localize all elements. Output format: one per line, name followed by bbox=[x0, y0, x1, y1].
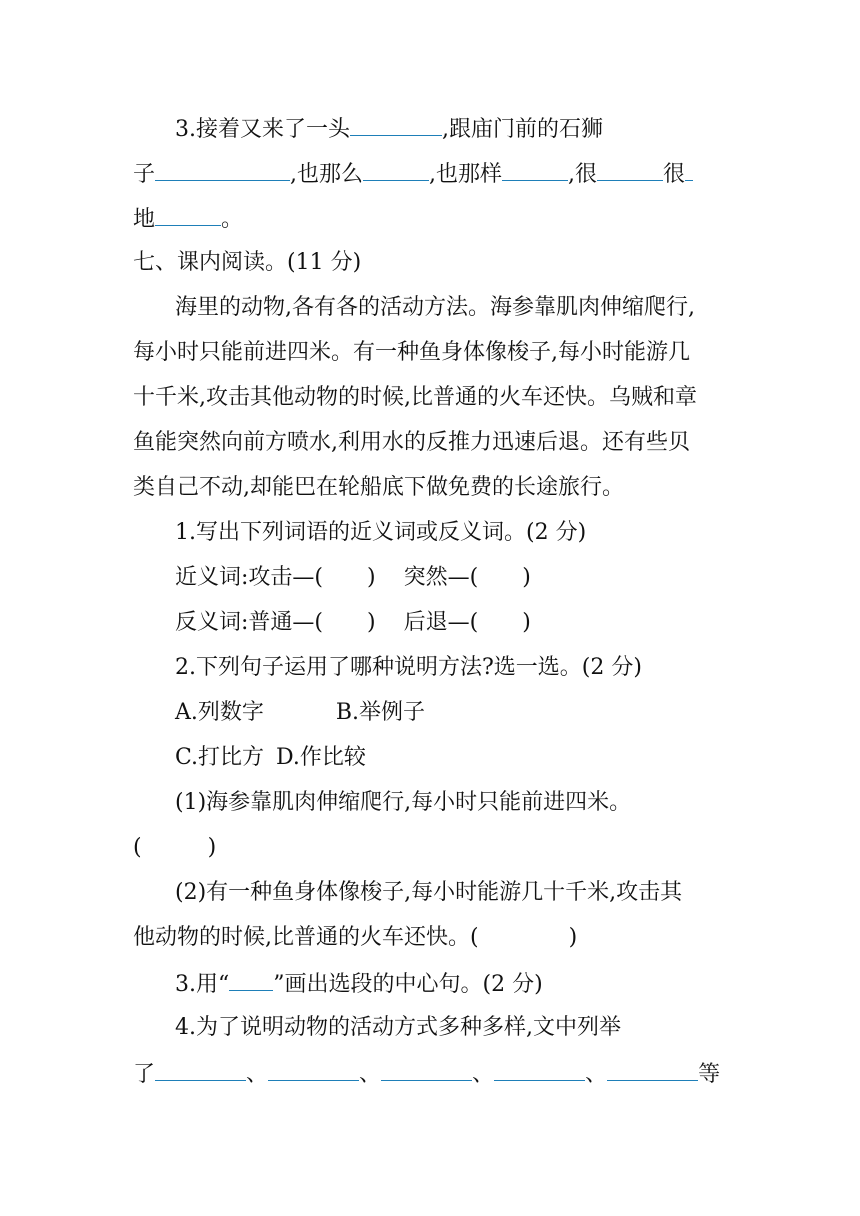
antonym-label: 反义词:普通—( bbox=[175, 610, 323, 635]
blank[interactable] bbox=[607, 1058, 698, 1081]
question-3-suffix: ”画出选段的中心句。(2 分) bbox=[273, 972, 543, 997]
q4-text: 等 bbox=[698, 1062, 721, 1087]
antonym-word-2: 后退—( bbox=[403, 610, 479, 635]
options-row-1 bbox=[175, 698, 425, 728]
question-4-line-1: 4.为了说明动物的活动方式多种多样,文中列举 bbox=[175, 1015, 621, 1040]
sentence-2-line-2 bbox=[133, 923, 577, 953]
question-3 bbox=[175, 968, 543, 1000]
option-b: B.举例子 bbox=[335, 700, 426, 725]
question-2-title: 2.下列句子运用了哪种说明方法?选一选。(2 分) bbox=[175, 655, 642, 680]
blank[interactable] bbox=[494, 1058, 585, 1081]
separator: 、 bbox=[472, 1062, 495, 1087]
paren-close: ) bbox=[568, 925, 578, 950]
option-a: A.列数字 bbox=[175, 700, 264, 725]
underline-sample bbox=[229, 968, 273, 991]
paren-close: ) bbox=[207, 835, 217, 860]
blank[interactable] bbox=[597, 158, 663, 181]
option-c: C.打比方 bbox=[175, 745, 265, 770]
paren-close: ) bbox=[522, 610, 531, 635]
passage-line: 类自己不动,却能巴在轮船底下做免费的长途旅行。 bbox=[133, 475, 624, 500]
q3-text: 3.接着又来了一头 bbox=[175, 117, 350, 142]
q3-text: 地 bbox=[133, 207, 156, 232]
passage-line: 每小时只能前进四米。有一种鱼身体像梭子,每小时能游几 bbox=[133, 340, 690, 365]
blank[interactable] bbox=[155, 158, 290, 181]
separator: 、 bbox=[585, 1062, 608, 1087]
paren-open: ( bbox=[133, 835, 142, 860]
q3-text: ,也那样 bbox=[429, 162, 503, 187]
question-4-line-2 bbox=[133, 1058, 720, 1090]
option-d: D.作比较 bbox=[276, 745, 366, 770]
synonym-label: 近义词:攻击—( bbox=[175, 565, 323, 590]
sentence-2-text: 他动物的时候,比普通的火车还快。( bbox=[133, 925, 479, 950]
synonym-row bbox=[175, 563, 531, 593]
sentence-1: (1)海参靠肌肉伸缩爬行,每小时只能前进四米。 bbox=[175, 790, 632, 815]
q3-line-2 bbox=[133, 158, 693, 190]
question-1-title: 1.写出下列词语的近义词或反义词。(2 分) bbox=[175, 520, 587, 545]
q3-text: 子 bbox=[133, 162, 156, 187]
blank[interactable] bbox=[502, 158, 568, 181]
q3-line-1 bbox=[175, 113, 603, 145]
q3-text: ,跟庙门前的石狮 bbox=[442, 117, 603, 142]
antonym-row bbox=[175, 608, 531, 638]
blank[interactable] bbox=[363, 158, 429, 181]
paren-close: ) bbox=[367, 565, 376, 590]
q3-text: 很 bbox=[663, 162, 686, 187]
blank[interactable] bbox=[155, 203, 221, 226]
question-3-prefix: 3.用“ bbox=[175, 972, 230, 997]
sentence-2-line-1: (2)有一种鱼身体像梭子,每小时能游几十千米,攻击其 bbox=[175, 880, 683, 905]
sentence-1-answer bbox=[133, 833, 216, 863]
blank[interactable] bbox=[685, 158, 693, 181]
options-row-2 bbox=[175, 743, 366, 773]
passage-line: 十千米,攻击其他动物的时候,比普通的火车还快。乌贼和章 bbox=[133, 385, 697, 410]
synonym-word-2: 突然—( bbox=[403, 565, 479, 590]
separator: 、 bbox=[246, 1062, 269, 1087]
blank[interactable] bbox=[350, 113, 442, 136]
q3-line-3 bbox=[133, 203, 243, 235]
passage-line: 海里的动物,各有各的活动方法。海参靠肌肉伸缩爬行, bbox=[175, 295, 695, 320]
blank[interactable] bbox=[155, 1058, 246, 1081]
q3-text: ,也那么 bbox=[290, 162, 364, 187]
paren-close: ) bbox=[367, 610, 376, 635]
blank[interactable] bbox=[268, 1058, 359, 1081]
section-heading: 七、课内阅读。(11 分) bbox=[133, 250, 362, 275]
q4-text: 了 bbox=[133, 1062, 156, 1087]
q3-text: ,很 bbox=[568, 162, 598, 187]
passage-line: 鱼能突然向前方喷水,利用水的反推力迅速后退。还有些贝 bbox=[133, 430, 690, 455]
paren-close: ) bbox=[522, 565, 531, 590]
blank[interactable] bbox=[381, 1058, 472, 1081]
separator: 、 bbox=[359, 1062, 382, 1087]
q3-text: 。 bbox=[221, 207, 244, 232]
